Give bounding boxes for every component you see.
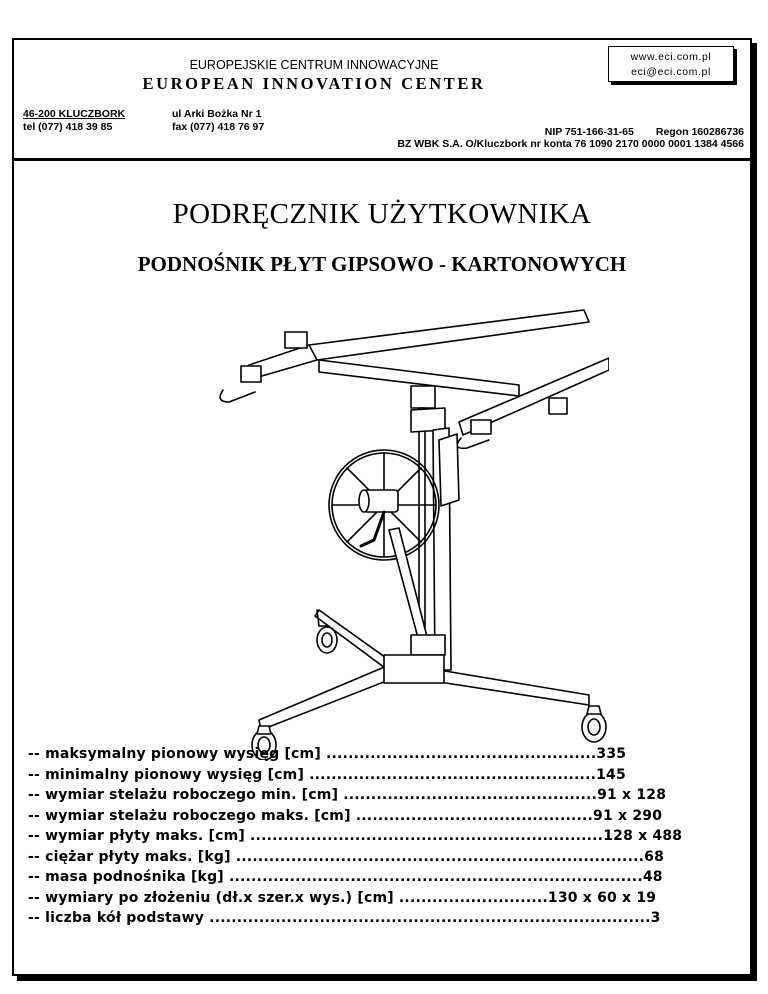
address-city-block	[23, 108, 125, 134]
fax-number: fax (077) 418 76 97	[172, 121, 265, 133]
website-link[interactable]: www.eci.com.pl	[630, 51, 712, 63]
address-street-block	[172, 108, 264, 134]
street-address: ul Arki Bożka Nr 1	[172, 108, 262, 120]
spec-frame-min: -- wymiar stelażu roboczego min. [cm] ..............................................91 x 128	[28, 787, 667, 803]
org-name-english: EUROPEAN INNOVATION CENTER	[142, 74, 486, 93]
contact-box	[608, 46, 734, 82]
spec-folded-dimensions: -- wymiary po złożeniu (dł.x szer.x wys.) [cm] ...........................130 x 60 x 19	[28, 889, 657, 906]
spec-frame-max: -- wymiar stelażu roboczego maks. [cm] ...........................................91 x 290	[28, 807, 663, 824]
regon-number: Regon 160286736	[655, 126, 744, 138]
letterhead	[14, 40, 750, 161]
postcode-city: 46-200 KLUCZBORK	[23, 108, 126, 120]
specifications-list	[28, 744, 682, 929]
document-frame	[12, 38, 752, 976]
tax-bank-block	[397, 126, 744, 150]
spec-board-max-size: -- wymiar płyty maks. [cm] ................................................................128 x 488	[28, 828, 683, 844]
spec-board-max-weight: -- ciężar płyty maks. [kg] ..........................................................................68	[28, 848, 665, 865]
bank-account: BZ WBK S.A. O/Kluczbork nr konta 76 1090 2170 0000 0001 1384 4566	[397, 138, 744, 150]
email-link[interactable]: eci@eci.com.pl	[631, 66, 711, 78]
nip-number: NIP 751-166-31-65	[544, 126, 634, 138]
spec-max-vertical-reach: -- maksymalny pionowy wysięg [cm] .................................................335	[28, 746, 627, 762]
org-name-polish: EUROPEJSKIE CENTRUM INNOWACYJNE	[189, 58, 439, 72]
document-subtitle: PODNOŚNIK PŁYT GIPSOWO - KARTONOWYCH	[137, 252, 627, 276]
drywall-lift-illustration	[189, 290, 609, 760]
spec-lift-mass: -- masa podnośnika [kg] ...........................................................................48	[28, 869, 663, 885]
telephone: tel (077) 418 39 85	[23, 121, 113, 133]
spec-wheel-count: -- liczba kół podstawy ................................................................................3	[28, 910, 661, 926]
spec-min-vertical-reach: -- minimalny pionowy wysięg [cm] ....................................................145	[28, 766, 626, 783]
document-title: PODRĘCZNIK UŻYTKOWNIKA	[172, 198, 592, 230]
